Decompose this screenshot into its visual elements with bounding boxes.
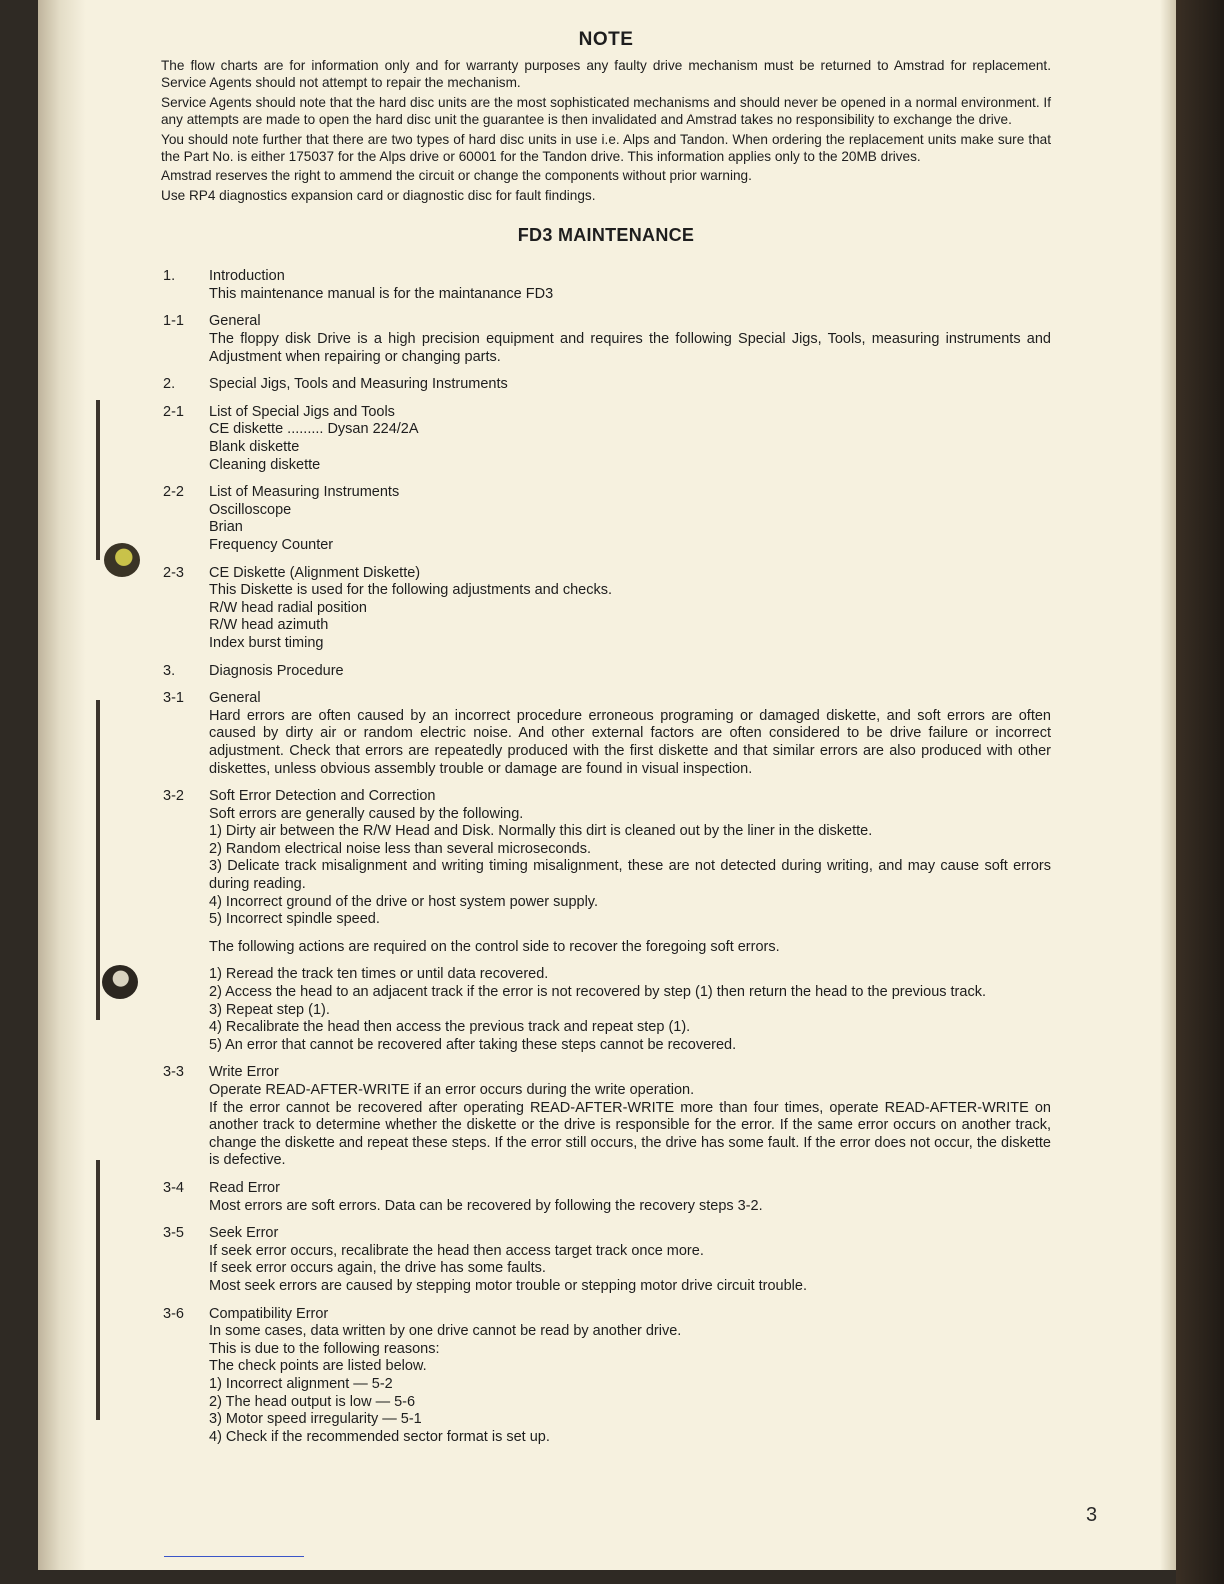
cause-item: 3) Delicate track misalignment and writing timing misalignment, these are not detected during writing, and may cause soft errors during reading.: [209, 858, 1051, 893]
section-2-3: [161, 565, 1051, 653]
page-gutter-shadow: [38, 0, 86, 1570]
section-number: 3.: [163, 662, 176, 679]
section-number: 3-6: [163, 1305, 184, 1322]
binder-mark: [96, 1160, 100, 1420]
section-number: 3-2: [163, 788, 184, 805]
section-heading: Diagnosis Procedure: [209, 662, 344, 679]
action-item: 1) Reread the track ten times or until data recovered.: [209, 966, 549, 983]
section-line: Operate READ-AFTER-WRITE if an error occurs during the write operation.: [209, 1082, 695, 1098]
section-3-2: [161, 788, 1051, 1054]
binder-edge: [1176, 0, 1224, 1584]
section-3-6: [161, 1306, 1051, 1447]
maintenance-sections: [161, 268, 1051, 778]
section-1-1: [161, 313, 1051, 366]
scan-artifact-line: [164, 1556, 304, 1557]
actions-intro: The following actions are required on the control side to recover the foregoing soft errors.: [209, 938, 780, 955]
soft-error-causes: [209, 823, 1051, 929]
section-line: This maintenance manual is for the maintanance FD3: [209, 285, 554, 302]
section-heading: Soft Error Detection and Correction: [209, 788, 436, 805]
section-heading: Special Jigs, Tools and Measuring Instruments: [209, 376, 508, 393]
note-paragraph: You should note further that there are two types of hard disc units in use i.e. Alps and Tandon. When ordering the replacement units make sure that the Part No. is either 175037 for the Alps drive or 60001 for the Tandon drive. This information applies only to the 20MB drives.: [161, 131, 1051, 165]
section-number: 3-1: [163, 690, 184, 707]
section-line: Cleaning diskette: [209, 456, 321, 473]
section-number: 3-4: [163, 1179, 184, 1196]
action-item: 4) Recalibrate the head then access the previous track and repeat step (1).: [209, 1019, 691, 1036]
section-heading: List of Measuring Instruments: [209, 484, 400, 501]
section-line: In some cases, data written by one drive cannot be read by another drive.: [209, 1323, 682, 1340]
section-heading: CE Diskette (Alignment Diskette): [209, 564, 421, 581]
section-line: The floppy disk Drive is a high precision equipment and requires the following Special Jigs, Tools, measuring instruments and Adjustment when repairing or changing parts.: [209, 331, 1051, 365]
section-number: 3-3: [163, 1064, 184, 1081]
action-item: 3) Repeat step (1).: [209, 1001, 330, 1018]
section-2-1: [161, 404, 1051, 474]
section-line: 1) Incorrect alignment — 5-2: [209, 1375, 393, 1392]
section-3: [161, 663, 1051, 681]
note-paragraph: The flow charts are for information only and for warranty purposes any faulty drive mechanism must be returned to Amstrad for replacement. Service Agents should not attempt to repair the mechanism.: [161, 58, 1051, 91]
section-number: 2-3: [163, 564, 184, 581]
section-line: 3) Motor speed irregularity — 5-1: [209, 1411, 422, 1428]
page-content: [161, 28, 1051, 1456]
punch-hole: [102, 965, 138, 999]
section-line: R/W head azimuth: [209, 617, 329, 634]
note-paragraph: Service Agents should note that the hard disc units are the most sophisticated mechanisms and should never be opened in a normal environment. If any attempts are made to open the hard disc unit the guarantee is then invalidated and Amstrad takes no responsibility to exchange the drive.: [161, 94, 1051, 128]
punch-hole: [104, 543, 140, 577]
action-item: 2) Access the head to an adjacent track if the error is not recovered by step (1) then return the head to the previous track.: [209, 984, 986, 1001]
section-line: R/W head radial position: [209, 599, 367, 616]
section-heading: Write Error: [209, 1064, 279, 1081]
section-line: If seek error occurs, recalibrate the head then access target track once more.: [209, 1242, 704, 1259]
page-edge-shadow: [1160, 0, 1176, 1570]
section-3-3: [161, 1064, 1051, 1170]
section-1: [161, 268, 1051, 303]
section-3-4: [161, 1180, 1051, 1215]
section-heading: Read Error: [209, 1179, 280, 1196]
note-paragraphs: [161, 57, 1051, 204]
section-line: Most errors are soft errors. Data can be recovered by following the recovery steps 3-2.: [209, 1197, 763, 1214]
section-heading: Introduction: [209, 268, 285, 285]
note-paragraph: Amstrad reserves the right to ammend the circuit or change the components without prior warning.: [161, 168, 752, 184]
section-line: Index burst timing: [209, 634, 324, 651]
section-line: If seek error occurs again, the drive has some faults.: [209, 1260, 546, 1277]
section-line: The check points are listed below.: [209, 1358, 427, 1375]
section-heading: Seek Error: [209, 1225, 279, 1242]
cause-item: 5) Incorrect spindle speed.: [209, 911, 380, 928]
section-number: 2.: [163, 376, 176, 393]
section-line: Most seek errors are caused by stepping motor trouble or stepping motor drive circuit trouble.: [209, 1277, 807, 1294]
section-3-1: [161, 690, 1051, 778]
recovery-actions: [209, 966, 1051, 1054]
section-number: 1-1: [163, 313, 184, 330]
section-line: Frequency Counter: [209, 536, 334, 553]
section-2: [161, 376, 1051, 394]
section-3-5: [161, 1225, 1051, 1295]
section-line: Hard errors are often caused by an incorrect procedure erroneous programing or damaged diskette, and soft errors are often caused by dirty air or random electric noise. And other external factors are often considered to be drive failure or incorrect adjustment. Check that errors are repeatedly produced with the first diskette and that similar errors are also produced with other diskettes, unless obvious assembly trouble or damage are found in visual inspection.: [209, 707, 1051, 777]
section-heading: List of Special Jigs and Tools: [209, 403, 395, 420]
section-heading: General: [209, 313, 261, 330]
section-line: 4) Check if the recommended sector format is set up.: [209, 1428, 550, 1445]
section-number: 2-2: [163, 484, 184, 501]
binder-mark: [96, 700, 100, 1020]
section-line: Blank diskette: [209, 439, 300, 455]
action-item: 5) An error that cannot be recovered after taking these steps cannot be recovered.: [209, 1036, 737, 1053]
section-line: CE diskette ......... Dysan 224/2A: [209, 421, 419, 438]
section-line: This Diskette is used for the following adjustments and checks.: [209, 582, 612, 599]
section-line: This is due to the following reasons:: [209, 1340, 440, 1357]
section-heading: General: [209, 690, 261, 707]
maintenance-title: FD3 MAINTENANCE: [517, 225, 695, 246]
section-number: 3-5: [163, 1225, 184, 1242]
cause-item: 1) Dirty air between the R/W Head and Disk. Normally this dirt is cleaned out by the liner in the diskette.: [209, 823, 873, 840]
cause-item: 2) Random electrical noise less than several microseconds.: [209, 840, 592, 857]
maintenance-sections-after: [161, 1064, 1051, 1446]
note-paragraph: Use RP4 diagnostics expansion card or diagnostic disc for fault findings.: [161, 187, 596, 203]
section-line: If the error cannot be recovered after operating READ-AFTER-WRITE more than four times, operate READ-AFTER-WRITE on another track to determine whether the diskette or the drive is responsible for the error. If the same error occurs on another track, change the diskette and repeat these steps. If the error still occurs, the drive has some fault. If the error does not occur, the diskette is defective.: [209, 1099, 1051, 1169]
section-line: Oscilloscope: [209, 501, 292, 518]
section-number: 2-1: [163, 403, 184, 420]
document-page: [38, 0, 1176, 1570]
section-heading: Compatibility Error: [209, 1305, 329, 1322]
cause-item: 4) Incorrect ground of the drive or host system power supply.: [209, 893, 598, 910]
page-number: 3: [1086, 1504, 1098, 1526]
binder-mark: [96, 400, 100, 560]
section-2-2: [161, 484, 1051, 554]
section-intro: Soft errors are generally caused by the following.: [209, 805, 524, 822]
section-line: 2) The head output is low — 5-6: [209, 1393, 416, 1410]
section-line: Brian: [209, 519, 243, 536]
note-title: NOTE: [578, 29, 634, 50]
section-number: 1.: [163, 268, 176, 285]
